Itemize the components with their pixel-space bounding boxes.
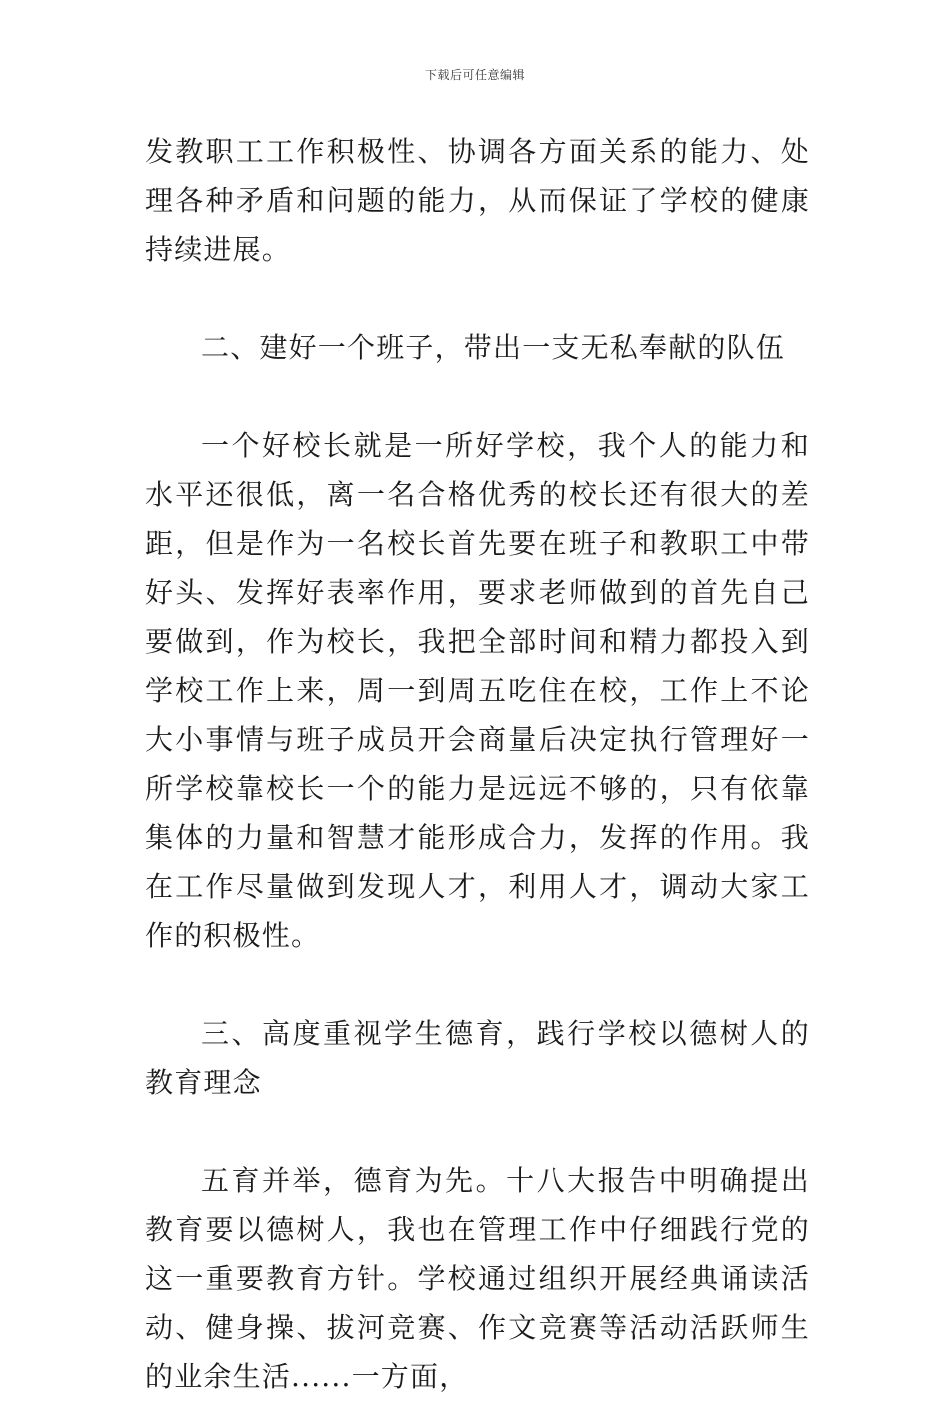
section-heading-3: 三、高度重视学生德育，践行学校以德树人的教育理念 bbox=[145, 1017, 810, 1099]
paragraph-3: 五育并举，德育为先。十八大报告中明确提出教育要以德树人，我也在管理工作中仔细践行党的这一重要教育方针。学校通过组织开展经典诵读活动、健身操、拔河竞赛、作文竞赛等活动活跃师生的业余生活......一方面， bbox=[145, 1164, 810, 1393]
document-body bbox=[145, 127, 810, 1401]
paragraph-gap bbox=[145, 960, 810, 1009]
paragraph-gap bbox=[145, 372, 810, 421]
paragraph-gap bbox=[145, 1107, 810, 1156]
section-heading-2: 二、建好一个班子，带出一支无私奉献的队伍 bbox=[201, 331, 786, 364]
page-header-note: 下载后可任意编辑 bbox=[424, 68, 525, 82]
paragraph-continued: 发教职工工作积极性、协调各方面关系的能力、处理各种矛盾和问题的能力，从而保证了学校的健康持续进展。 bbox=[145, 135, 810, 266]
paragraph-gap bbox=[145, 274, 810, 323]
paragraph-2: 一个好校长就是一所好学校，我个人的能力和水平还很低，离一名合格优秀的校长还有很大的差距，但是作为一名校长首先要在班子和教职工中带好头、发挥好表率作用，要求老师做到的首先自己要做到，作为校长，我把全部时间和精力都投入到学校工作上来，周一到周五吃住在校，工作上不论大小事情与班子成员开会商量后决定执行管理好一所学校靠校长一个的能力是远远不够的，只有依靠集体的力量和智慧才能形成合力，发挥的作用。我在工作尽量做到发现人才，利用人才，调动大家工作的积极性。 bbox=[145, 429, 810, 952]
